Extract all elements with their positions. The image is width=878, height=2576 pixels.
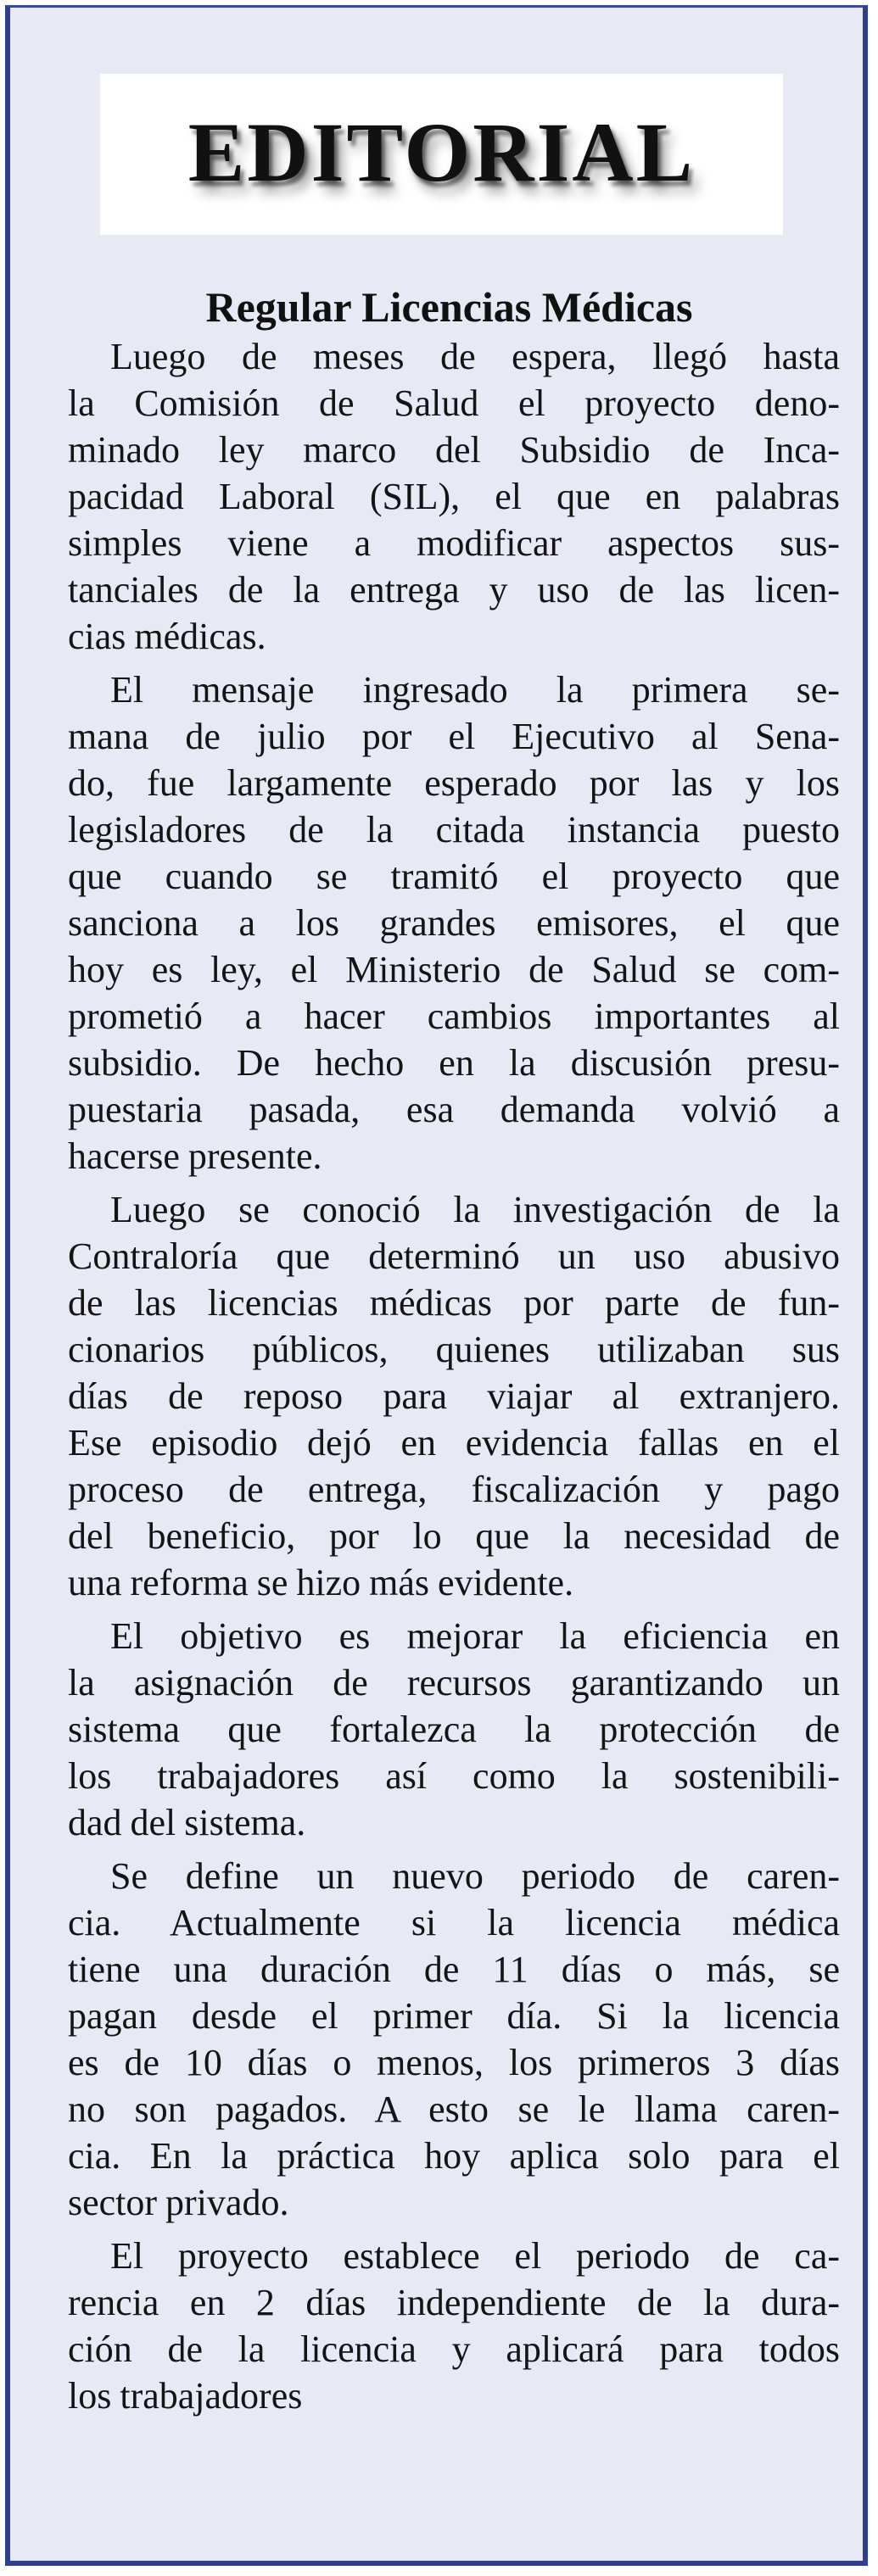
paragraph-line: proceso de entrega, fiscalización y pago [68,1469,840,1510]
paragraph-line: cia. En la práctica hoy aplica solo para el [68,2135,840,2177]
paragraph-line: El proyecto establece el periodo de ca- [110,2235,840,2277]
article-body [68,333,840,2426]
paragraph-line: cionarios públicos, quienes utilizaban sus [68,1329,840,1370]
paragraph-line: de las licencias médicas por parte de fun- [68,1282,840,1324]
paragraph-line: sanciona a los grandes emisores, el que [68,902,840,944]
paragraph-line: subsidio. De hecho en la discusión presu- [68,1042,840,1084]
paragraph-line: prometió a hacer cambios importantes al [68,995,840,1037]
paragraph-line: hacerse presente. [68,1135,322,1177]
editorial-frame [5,5,868,2566]
paragraph-line: que cuando se tramitó el proyecto que [68,856,840,897]
paragraph-line: pacidad Laboral (SIL), el que en palabras [68,476,840,517]
paragraph-line: ción de la licencia y aplicará para todos [68,2328,840,2370]
paragraph-line: Luego se conoció la investigación de la [110,1189,840,1230]
paragraph-line: simples viene a modificar aspectos sus- [68,522,840,564]
paragraph-line: pagan desde el primer día. Si la licencia [68,1995,840,2037]
paragraph-line: Luego de meses de espera, llegó hasta [110,336,840,377]
paragraph-line: tanciales de la entrega y uso de las licen- [68,569,840,611]
paragraph-line: mana de julio por el Ejecutivo al Sena- [68,716,840,757]
paragraph-line: tiene una duración de 11 días o más, se [68,1949,840,1990]
paragraph-line: puestaria pasada, esa demanda volvió a [68,1089,840,1130]
paragraph-line: días de reposo para viajar al extranjero. [68,1375,840,1417]
paragraph-line: del beneficio, por lo que la necesidad de [68,1515,840,1557]
paragraph-2 [68,666,840,1179]
paragraph-5 [68,1853,840,2226]
paragraph-line: Se define un nuevo periodo de caren- [110,1855,840,1897]
paragraph-line: sector privado. [68,2182,289,2223]
paragraph-line: sistema que fortalezca la protección de [68,1709,840,1750]
headline: Regular Licencias Médicas [205,283,693,331]
paragraph-line: cias médicas. [68,616,266,657]
paragraph-line: una reforma se hizo más evidente. [68,1562,574,1603]
editorial-banner [100,74,783,235]
paragraph-line: dad del sistema. [68,1802,306,1843]
paragraph-line: la Comisión de Salud el proyecto deno- [68,382,840,424]
paragraph-line: los trabajadores [68,2375,303,2417]
paragraph-line: es de 10 días o menos, los primeros 3 días [68,2042,840,2083]
paragraph-3 [68,1186,840,1606]
paragraph-line: no son pagados. A esto se le llama caren- [68,2088,840,2130]
paragraph-line: minado ley marco del Subsidio de Inca- [68,429,840,471]
paragraph-line: El objetivo es mejorar la eficiencia en [110,1615,840,1657]
paragraph-line: Contraloría que determinó un uso abusivo [68,1235,840,1277]
paragraph-line: Ese episodio dejó en evidencia fallas en el [68,1422,840,1464]
paragraph-line: la asignación de recursos garantizando un [68,1662,840,1703]
paragraph-1 [68,333,840,660]
paragraph-line: legisladores de la citada instancia puesto [68,809,840,850]
paragraph-line: cia. Actualmente si la licencia médica [68,1902,840,1943]
paragraph-line: hoy es ley, el Ministerio de Salud se com- [68,949,840,990]
paragraph-6 [68,2233,840,2419]
section-title: EDITORIAL [187,105,696,199]
paragraph-line: los trabajadores así como la sostenibili- [68,1755,840,1797]
paragraph-line: do, fue largamente esperado por las y los [68,762,840,804]
paragraph-4 [68,1613,840,1846]
paragraph-line: El mensaje ingresado la primera se- [110,669,840,711]
paragraph-line: rencia en 2 días independiente de la dura- [68,2282,840,2323]
